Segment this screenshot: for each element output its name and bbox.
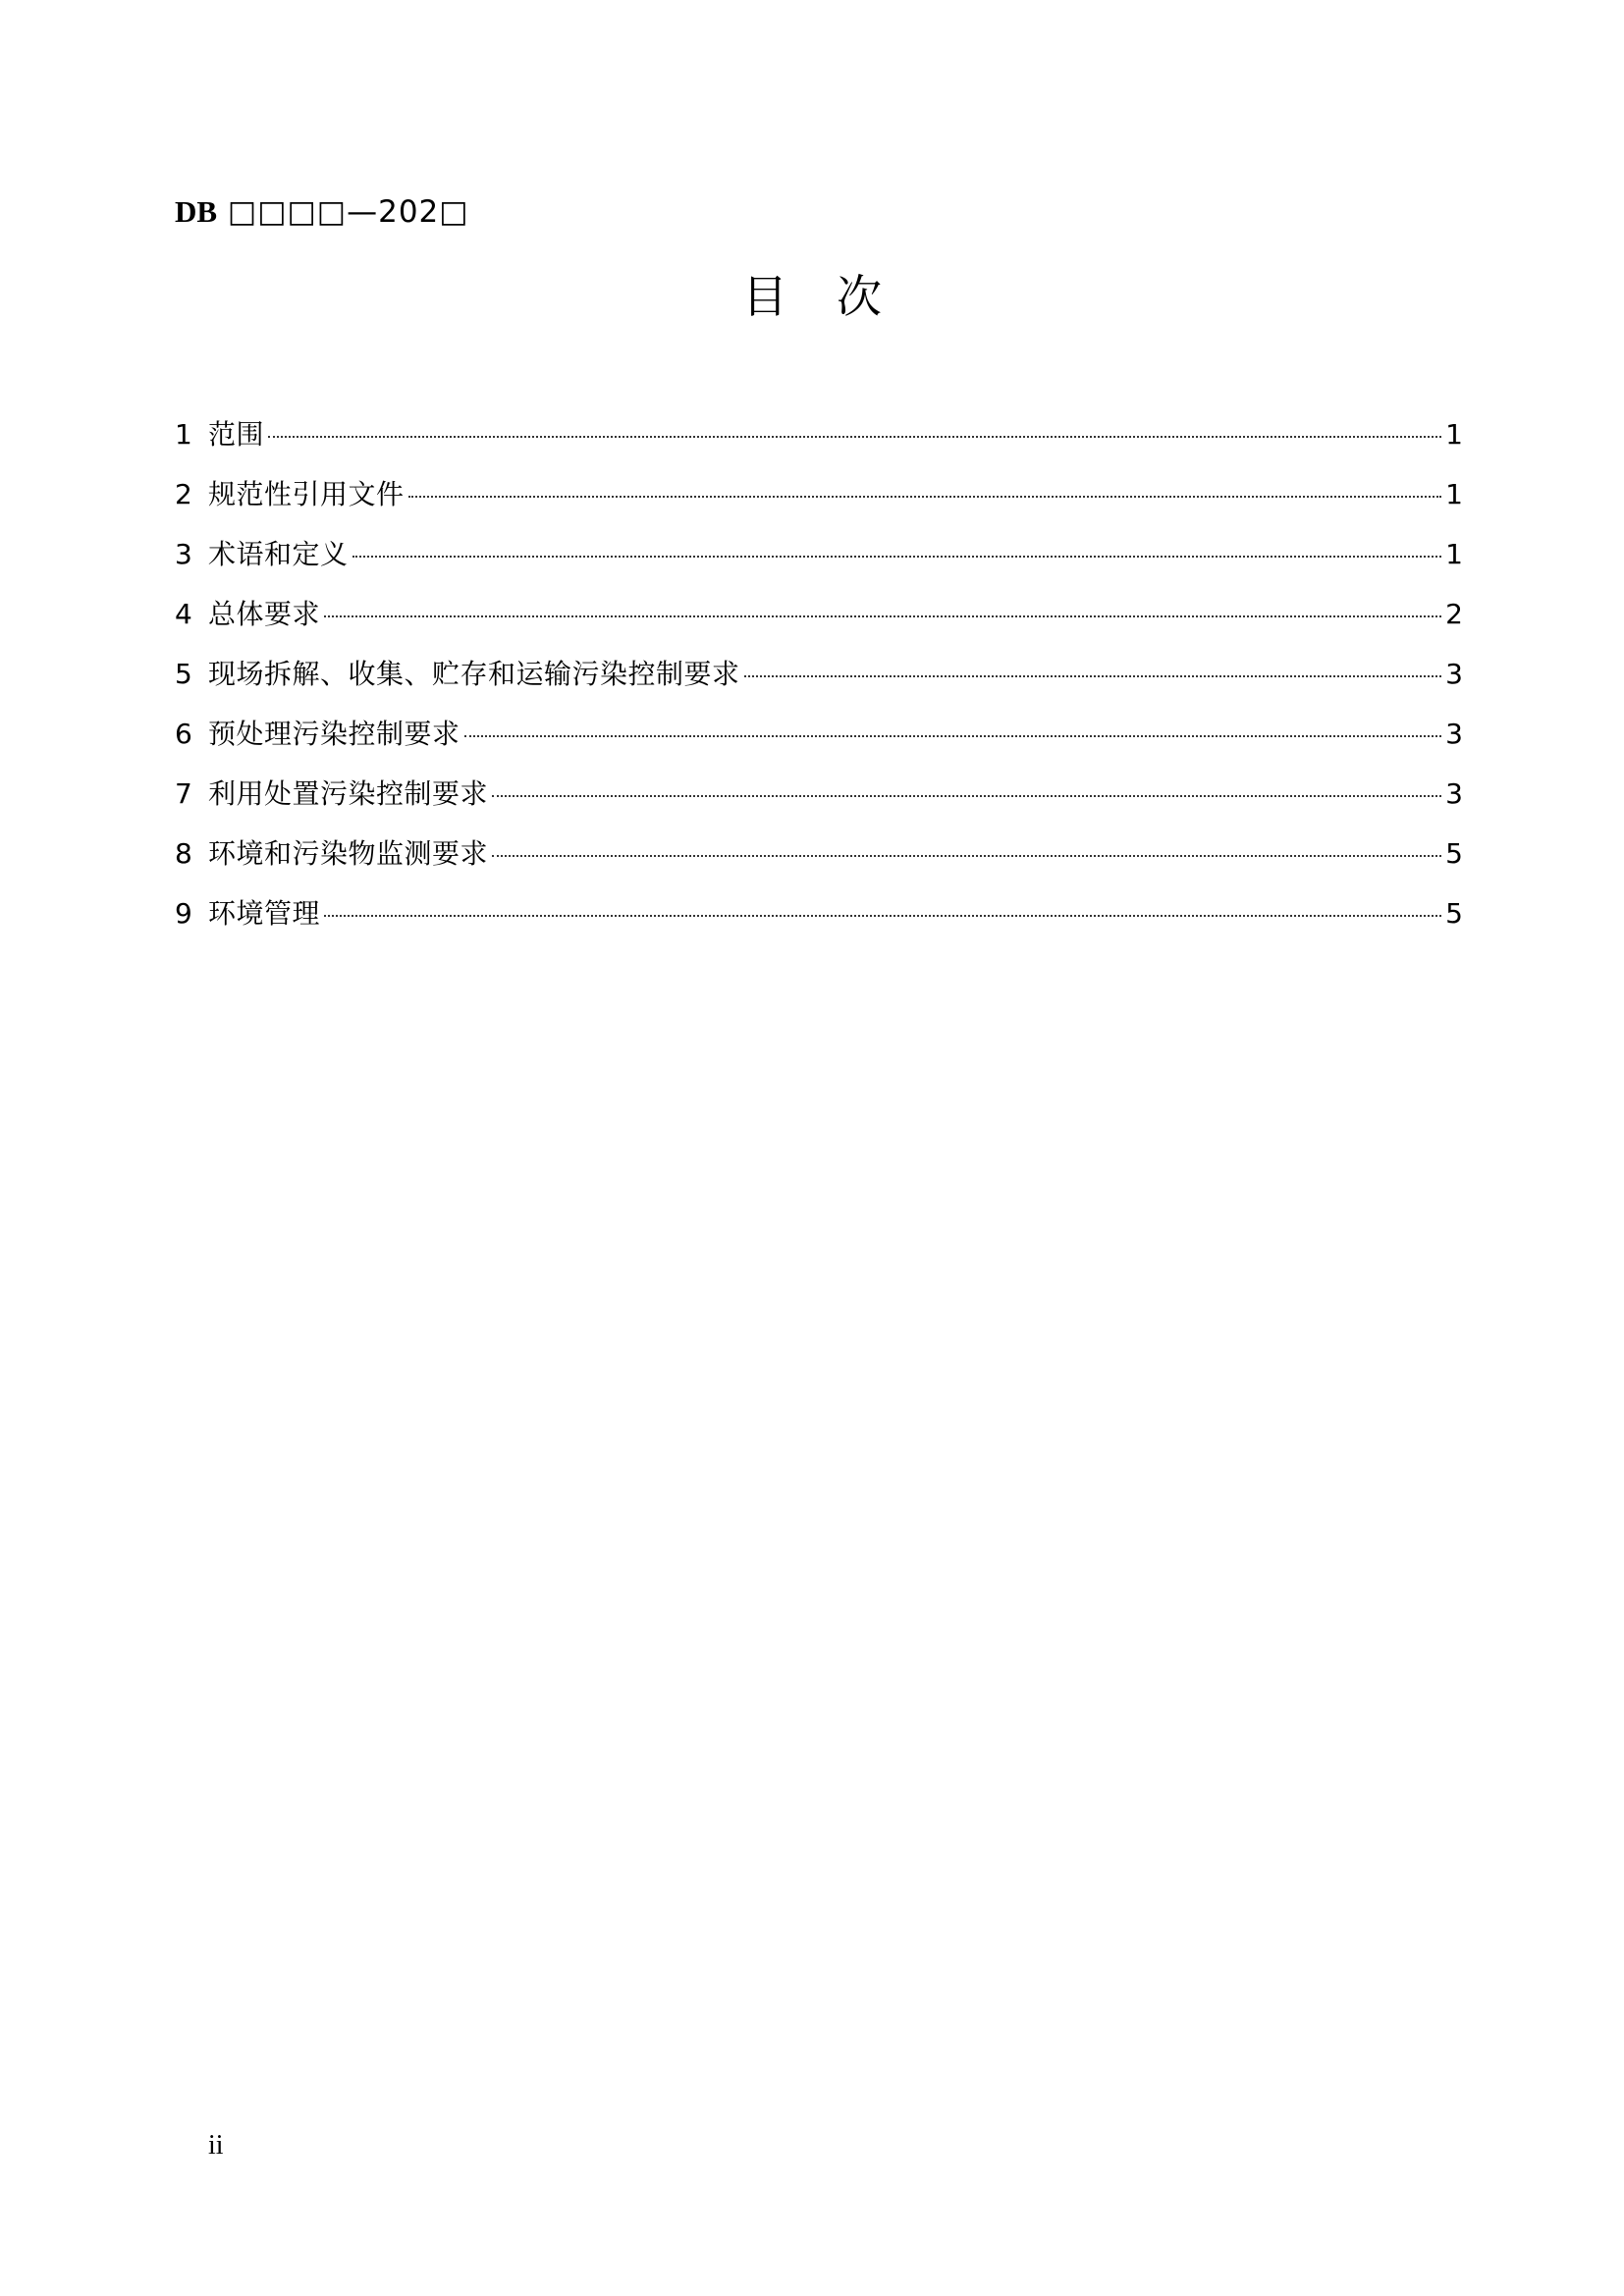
toc-entry-page: 1	[1445, 478, 1463, 510]
toc-title: 目次	[742, 270, 931, 323]
toc-dot-leader	[324, 615, 1441, 617]
toc-entry-title: 环境管理	[208, 897, 321, 930]
toc-entry-title: 利用处置污染控制要求	[208, 777, 489, 810]
toc-entry-title: 环境和污染物监测要求	[208, 837, 489, 870]
toc-entry-number: 6	[175, 718, 192, 750]
standard-code-prefix: DB	[175, 194, 218, 229]
toc-dot-leader	[464, 735, 1441, 737]
toc-entry[interactable]	[175, 883, 1463, 943]
toc-dot-leader	[492, 855, 1441, 857]
toc-entry-number: 9	[175, 897, 192, 930]
standard-code-number: □□□□—202□	[217, 194, 469, 230]
toc-dot-leader	[408, 496, 1441, 498]
toc-entry[interactable]	[175, 404, 1463, 464]
table-of-contents	[175, 404, 1463, 943]
toc-entry[interactable]	[175, 704, 1463, 764]
toc-entry-page: 5	[1445, 897, 1463, 930]
toc-entry-title: 范围	[208, 418, 265, 451]
toc-entry[interactable]	[175, 764, 1463, 824]
toc-entry-title: 总体要求	[208, 598, 321, 630]
toc-dot-leader	[324, 915, 1441, 917]
toc-entry-page: 3	[1445, 718, 1463, 750]
toc-entry[interactable]	[175, 644, 1463, 704]
toc-entry[interactable]	[175, 524, 1463, 584]
page-number: ii	[208, 2130, 224, 2161]
toc-entry-number: 1	[175, 418, 192, 451]
toc-entry-title: 预处理污染控制要求	[208, 718, 460, 750]
toc-entry-page: 3	[1445, 777, 1463, 810]
toc-entry-page: 1	[1445, 418, 1463, 451]
toc-entry-page: 2	[1445, 598, 1463, 630]
toc-entry-number: 8	[175, 837, 192, 870]
toc-entry-title: 术语和定义	[208, 538, 349, 570]
toc-entry-page: 5	[1445, 837, 1463, 870]
toc-dot-leader	[352, 556, 1441, 558]
toc-entry[interactable]	[175, 584, 1463, 644]
toc-entry-title: 规范性引用文件	[208, 478, 405, 510]
toc-entry-number: 2	[175, 478, 192, 510]
toc-entry-title: 现场拆解、收集、贮存和运输污染控制要求	[208, 658, 740, 690]
toc-entry[interactable]	[175, 824, 1463, 883]
toc-entry-page: 1	[1445, 538, 1463, 570]
toc-dot-leader	[268, 436, 1441, 438]
toc-entry-number: 3	[175, 538, 192, 570]
toc-entry[interactable]	[175, 464, 1463, 524]
toc-dot-leader	[492, 795, 1441, 797]
toc-entry-page: 3	[1445, 658, 1463, 690]
toc-dot-leader	[744, 675, 1441, 677]
toc-entry-number: 5	[175, 658, 192, 690]
toc-entry-number: 7	[175, 777, 192, 810]
toc-entry-number: 4	[175, 598, 192, 630]
standard-code-header	[175, 192, 469, 232]
